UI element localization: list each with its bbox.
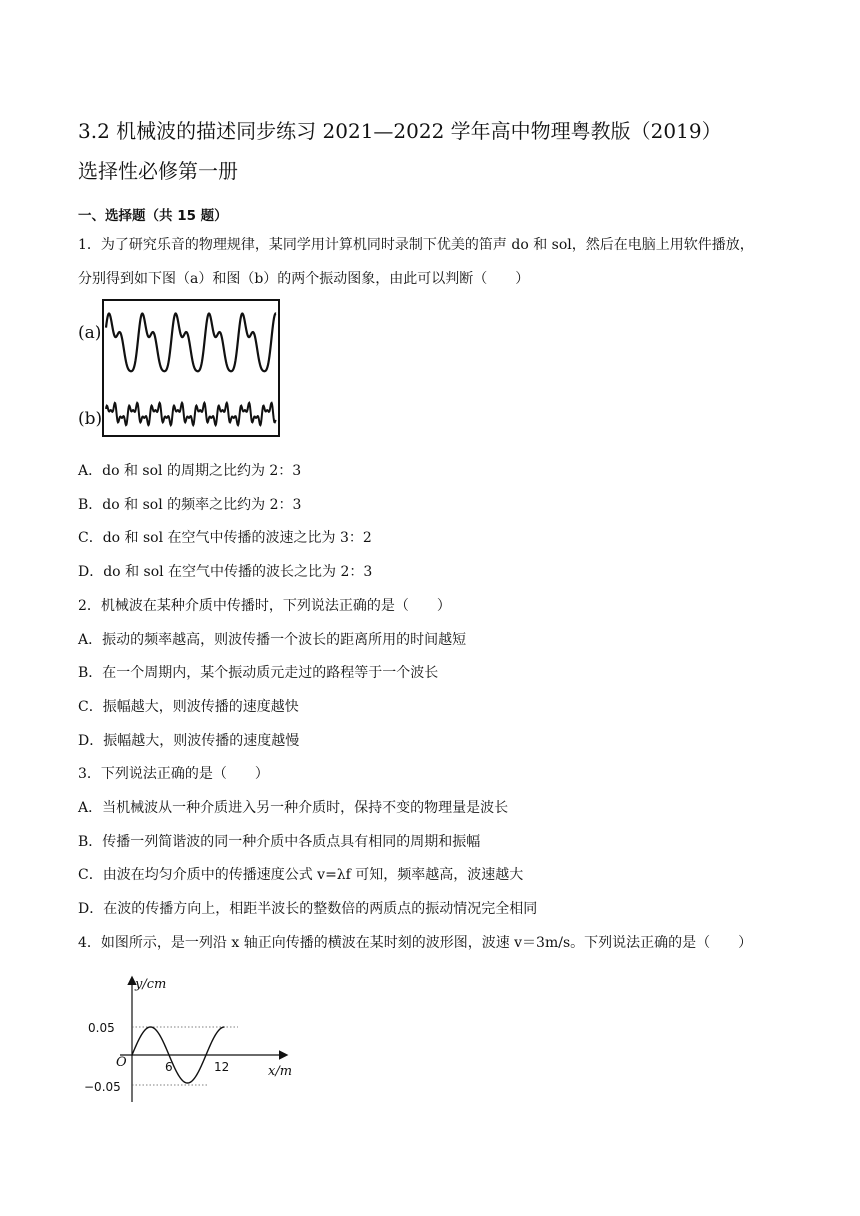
- q3-option-a: A．当机械波从一种介质进入另一种介质时，保持不变的物理量是波长: [78, 800, 509, 816]
- q2-option-b: B．在一个周期内，某个振动质元走过的路程等于一个波长: [78, 665, 439, 681]
- q2-option-c: C．振幅越大，则波传播的速度越快: [78, 699, 299, 715]
- q3-option-d: D．在波的传播方向上，相距半波长的整数倍的两质点的振动情况完全相同: [78, 901, 538, 917]
- q1-stem-line2: 分别得到如下图（a）和图（b）的两个振动图象，由此可以判断（ ）: [78, 271, 530, 287]
- q4-wave-graph: [80, 970, 310, 1110]
- y-tick-top: 0.05: [88, 1021, 115, 1035]
- q1-figure-label-a: (a): [78, 323, 102, 343]
- q2-stem: 2．机械波在某种介质中传播时，下列说法正确的是（ ）: [78, 598, 451, 614]
- q1-option-d: D．do 和 sol 在空气中传播的波长之比为 2：3: [78, 564, 373, 580]
- section-heading: 一、选择题（共 15 题）: [78, 208, 228, 224]
- waveform-b: [106, 403, 276, 425]
- x-axis-label: x/m: [268, 1064, 293, 1079]
- q1-option-c: C．do 和 sol 在空气中传播的波速之比为 3：2: [78, 530, 372, 546]
- x-tick-6: 6: [165, 1060, 173, 1074]
- q2-option-a: A．振动的频率越高，则波传播一个波长的距离所用的时间越短: [78, 632, 467, 648]
- q1-stem-line1: 1．为了研究乐音的物理规律，某同学用计算机同时录制下优美的笛声 do 和 sol，然后在电脑上用软件播放，: [78, 237, 754, 253]
- q1-option-b: B．do 和 sol 的频率之比约为 2：3: [78, 497, 302, 513]
- q1-figure-label-b: (b): [78, 409, 103, 429]
- x-tick-12: 12: [214, 1060, 230, 1074]
- document-title-line2: 选择性必修第一册: [78, 159, 238, 183]
- q3-stem: 3．下列说法正确的是（ ）: [78, 766, 269, 782]
- q4-stem: 4．如图所示，是一列沿 x 轴正向传播的横波在某时刻的波形图，波速 v＝3m/s。下列说法正确的是（ ）: [78, 935, 753, 951]
- q1-vibration-figure: [76, 296, 286, 440]
- q3-option-b: B．传播一列简谐波的同一种介质中各质点具有相同的周期和振幅: [78, 834, 481, 850]
- q2-option-d: D．振幅越大，则波传播的速度越慢: [78, 733, 300, 749]
- y-axis-label: y/cm: [135, 977, 167, 992]
- origin-label: O: [116, 1055, 127, 1070]
- waveform-a: [106, 314, 276, 372]
- y-tick-bottom: −0.05: [84, 1080, 121, 1094]
- q3-option-c: C．由波在均匀介质中的传播速度公式 v=λf 可知，频率越高，波速越大: [78, 867, 524, 883]
- q1-option-a: A．do 和 sol 的周期之比约为 2：3: [78, 463, 302, 479]
- document-title-line1: 3.2 机械波的描述同步练习 2021—2022 学年高中物理粤教版（2019）: [78, 119, 722, 143]
